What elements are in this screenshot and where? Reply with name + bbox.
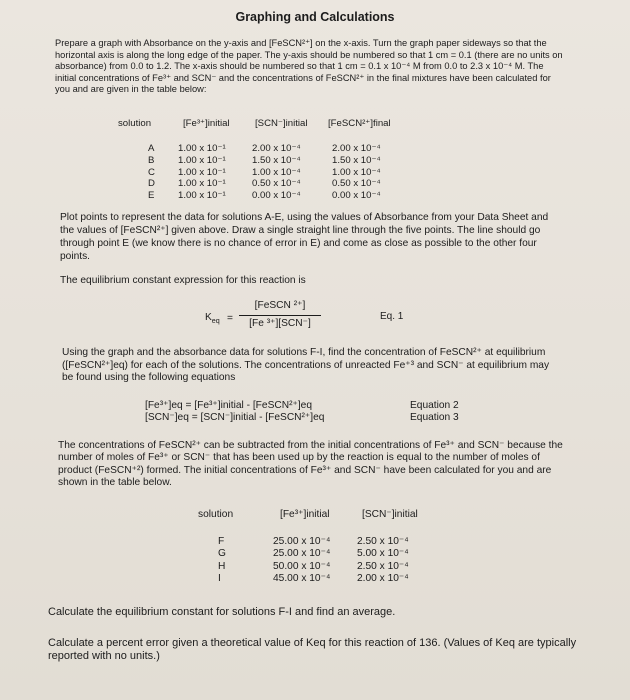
table1-header-fescn: [FeSCN²⁺]final: [328, 118, 391, 129]
graph-use-paragraph: Using the graph and the absorbance data for solutions F-I, find the concentration of FeSCN²⁺ at equilibrium ([FeSCN²⁺]eq) for each of the solutions. The concentrations of unreacted Fe⁺³ and SCN⁻ at equilibrium may be found using the following equations: [62, 347, 550, 383]
plot-instructions: Plot points to represent the data for solutions A-E, using the values of Absorbance from your Data Sheet and the values of [FeSCN²⁺] given above. Draw a single straight line through the five points. The line should go through point E (we know there is no chance of error in E) and come as close as possible to the other four points.: [60, 212, 549, 262]
table-cell: 2.50 x 10⁻⁴: [357, 560, 409, 572]
table-cell: 0.00 x 10⁻⁴: [332, 190, 381, 202]
table2-header-scn: [SCN⁻]initial: [362, 509, 418, 520]
table-cell: 2.00 x 10⁻⁴: [252, 143, 301, 154]
table-cell: 2.50 x 10⁻⁴: [357, 536, 409, 547]
table1-header-solution: solution: [118, 118, 152, 129]
table-cell: 25.00 x 10⁻⁴: [273, 536, 331, 547]
table-cell: 0.00 x 10⁻⁴: [252, 190, 301, 202]
keq-symbol: [205, 312, 220, 326]
page-title: Graphing and Calculations: [235, 10, 395, 24]
table-cell: 5.00 x 10⁻⁴: [357, 548, 409, 560]
intro-paragraph: Prepare a graph with Absorbance on the y-axis and [FeSCN²⁺] on the x-axis. Turn the graph paper sideways so that the horizontal axis is along the long edge of the paper. The y-axis should be numbered so that 1 cm = 0.1 (there are no units on absorbance) from 0.0 to 1.2. The x-axis should be numbered so that 1 cm = 0.1 x 10⁻⁴ M from 0.0 to 2.3 x 10⁻⁴ M. The initial concentrations of Fe³⁺ and SCN⁻ and the concentrations of FeSCN²⁺ in the final mixtures have been calculated for you and are given in the table below:: [55, 38, 563, 95]
table2-col-solution: [218, 536, 226, 586]
table-cell: 2.00 x 10⁻⁴: [357, 573, 409, 585]
table-cell: 25.00 x 10⁻⁴: [273, 548, 331, 560]
equation-labels: [410, 400, 459, 424]
calc-keq-instruction: Calculate the equilibrium constant for solutions F-I and find an average.: [48, 606, 396, 618]
table-cell: 50.00 x 10⁻⁴: [273, 560, 331, 572]
table1-col-fe: [178, 143, 226, 202]
table-cell: 1.00 x 10⁻¹: [178, 143, 226, 154]
table-cell: 1.00 x 10⁻¹: [178, 166, 226, 178]
table2-header-fe: [Fe³⁺]initial: [280, 509, 330, 520]
table1-col-scn: [252, 143, 301, 202]
table-cell: I: [218, 573, 221, 585]
table2-col-fe: [273, 536, 330, 586]
table-cell: 1.50 x 10⁻⁴: [252, 154, 301, 166]
table-cell: 0.50 x 10⁻⁴: [332, 178, 381, 190]
equation-2-label: Equation 2: [410, 400, 459, 411]
percent-error-instruction: Calculate a percent error given a theoretical value of Keq for this reaction of 136. (Values of Keq are typically reported with no units.): [48, 637, 577, 663]
table-cell: 0.50 x 10⁻⁴: [252, 178, 301, 190]
fraction-bar: [239, 315, 321, 316]
equations-block: [145, 400, 324, 424]
table-cell: E: [148, 190, 155, 202]
table-cell: 45.00 x 10⁻⁴: [273, 573, 331, 585]
table2-col-scn: [357, 536, 409, 586]
table1-col-solution: [148, 143, 155, 202]
keq-numerator: [FeSCN ²⁺]: [254, 300, 306, 311]
equation-2: [Fe³⁺]eq = [Fe³⁺]initial - [FeSCN²⁺]eq: [145, 400, 313, 411]
table-cell: 1.00 x 10⁻¹: [178, 154, 226, 166]
table-cell: 1.50 x 10⁻⁴: [332, 154, 381, 166]
table1-header-scn: [SCN⁻]initial: [255, 118, 308, 129]
table-cell: A: [148, 143, 155, 154]
table-cell: 1.00 x 10⁻¹: [178, 190, 226, 202]
table-cell: F: [218, 536, 225, 547]
table-cell: G: [218, 548, 226, 560]
table-cell: H: [218, 560, 226, 572]
table-cell: C: [148, 166, 155, 178]
table1-header-fe: [Fe³⁺]initial: [183, 118, 230, 129]
table-cell: 1.00 x 10⁻⁴: [332, 166, 381, 178]
equation-1-label: Eq. 1: [380, 311, 404, 322]
equation-3-label: Equation 3: [410, 412, 459, 424]
subtraction-paragraph: The concentrations of FeSCN²⁺ can be subtracted from the initial concentrations of Fe³⁺ and SCN⁻ because the number of moles of Fe³⁺ or SCN⁻ that has been used up by the reaction is equal to the number of moles of product (FeSCN⁺²) formed. The initial concentrations of Fe³⁺ and SCN⁻ have been calculated for you and are shown in the table below.: [58, 440, 563, 488]
table1-col-fescn: [332, 143, 381, 202]
table-cell: 1.00 x 10⁻⁴: [252, 166, 301, 178]
table-cell: B: [148, 154, 155, 166]
equation-3: [SCN⁻]eq = [SCN⁻]initial - [FeSCN²⁺]eq: [145, 412, 325, 424]
table2-header-solution: solution: [198, 509, 234, 520]
table-cell: D: [148, 178, 155, 190]
keq-equals: =: [227, 313, 233, 324]
keq-lhs-sub: eq: [211, 317, 220, 326]
equilibrium-intro: The equilibrium constant expression for this reaction is: [60, 275, 306, 286]
keq-expression: [205, 300, 325, 340]
table-cell: 1.00 x 10⁻¹: [178, 178, 226, 190]
keq-denominator: [Fe ³⁺][SCN⁻]: [249, 318, 311, 329]
keq-lhs: K: [205, 312, 212, 323]
table-cell: 2.00 x 10⁻⁴: [332, 143, 381, 154]
